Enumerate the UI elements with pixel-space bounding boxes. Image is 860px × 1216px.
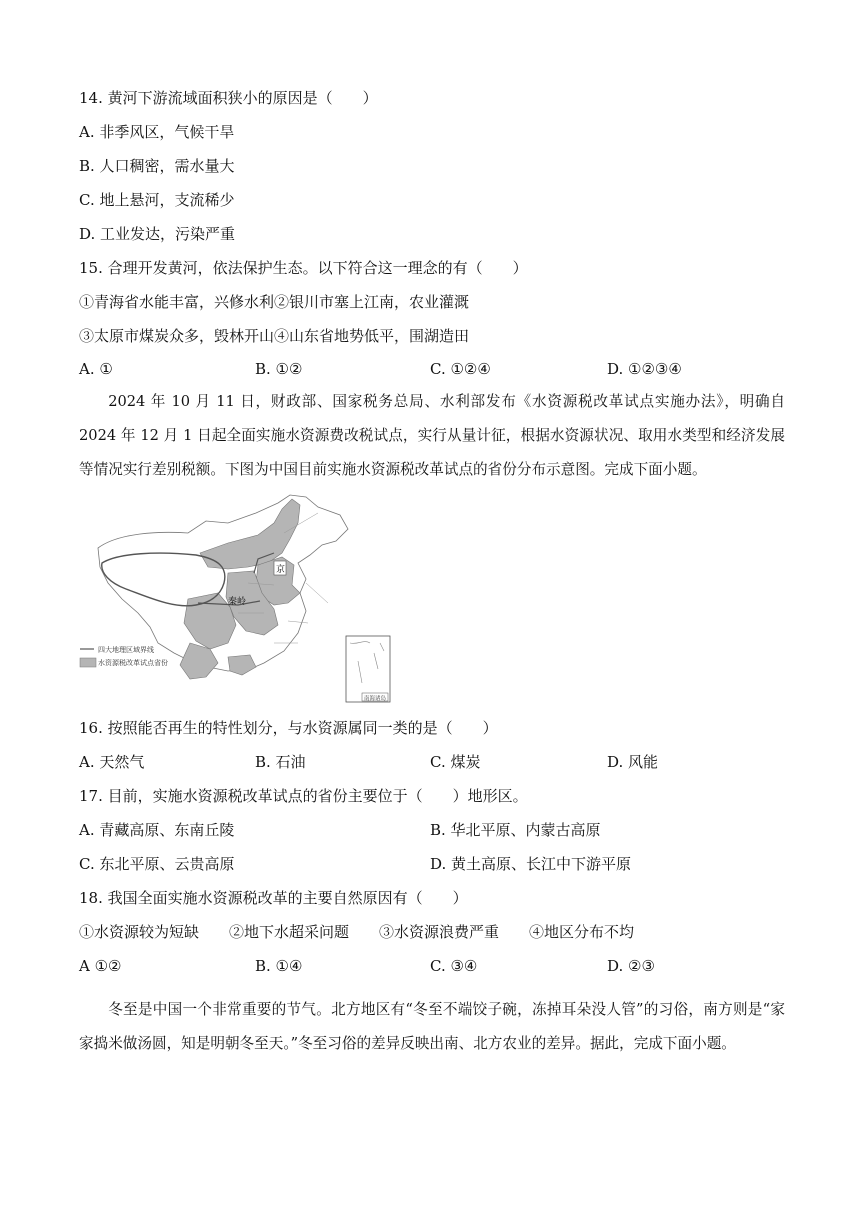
qinling-label: 秦岭	[228, 597, 247, 607]
q16-option-a: A. 天然气	[79, 753, 145, 771]
q15-stem: 15. 合理开发黄河，依法保护生态。以下符合这一理念的有（ ）	[79, 259, 528, 277]
q18-option-d: D. ②③	[607, 957, 655, 975]
legend-fill-text: 水资源税改革试点省份	[98, 659, 168, 667]
pilot-inner-mongolia	[200, 499, 300, 569]
q18-statements: ①水资源较为短缺 ②地下水超采问题 ③水资源浪费严重 ④地区分布不均	[79, 923, 635, 941]
q14-option-a: A. 非季风区，气候干旱	[79, 123, 235, 141]
q14-stem: 14. 黄河下游流域面积狭小的原因是（ ）	[79, 89, 378, 107]
q18-option-c: C. ③④	[430, 957, 478, 975]
q18-option-a: A ①②	[79, 957, 122, 975]
south-china-sea-inset	[346, 636, 390, 702]
q17-option-b: B. 华北平原、内蒙古高原	[430, 821, 601, 839]
inset-label: 南海诸岛	[364, 696, 387, 702]
q17-stem: 17. 目前，实施水资源税改革试点的省份主要位于（ ）地形区。	[79, 787, 528, 805]
pilot-guangxi	[228, 655, 256, 675]
passage-water-tax	[79, 385, 785, 487]
q16-option-d: D. 风能	[607, 753, 659, 771]
q14-option-d: D. 工业发达，污染严重	[79, 225, 236, 243]
legend-line-text: 四大地理区域界线	[98, 646, 154, 654]
q17-option-d: D. 黄土高原、长江中下游平原	[430, 855, 632, 873]
q17-option-c: C. 东北平原、云贵高原	[79, 855, 235, 873]
q16-stem: 16. 按照能否再生的特性划分，与水资源属同一类的是（ ）	[79, 719, 498, 737]
q15-statement-line1: ①青海省水能丰富，兴修水利②银川市塞上江南，农业灌溉	[79, 293, 470, 311]
q15-statement-line2: ③太原市煤炭众多，毁林开山④山东省地势低平，围湖造田	[79, 327, 470, 345]
passage-water-tax-text: 2024 年 10 月 11 日，财政部、国家税务总局、水利部发布《水资源税改革试点实施办法》，明确自 2024 年 12 月 1 日起全面实施水资源费改税试点，实行从量计征，根据水资源状况、取用水类型和经济发展等情况实行差别税额。下图为中国目前实施水资源税改革试点的省份分布示意图。完成下面小题。	[79, 393, 785, 478]
q18-option-b: B. ①④	[255, 957, 303, 975]
q15-option-d: D. ①②③④	[607, 360, 682, 378]
q16-option-b: B. 石油	[255, 753, 306, 771]
beijing-label: 京	[276, 565, 286, 575]
q16-option-c: C. 煤炭	[430, 753, 481, 771]
q14-option-b: B. 人口稠密，需水量大	[79, 157, 235, 175]
q17-option-a: A. 青藏高原、东南丘陵	[79, 821, 235, 839]
q14-option-c: C. 地上悬河，支流稀少	[79, 191, 235, 209]
q15-option-c: C. ①②④	[430, 360, 491, 378]
q18-stem: 18. 我国全面实施水资源税改革的主要自然原因有（ ）	[79, 889, 468, 907]
china-map-figure	[78, 493, 392, 703]
legend-fill-symbol	[80, 658, 96, 667]
passage-winter-solstice-text: 冬至是中国一个非常重要的节气。北方地区有“冬至不端饺子碗，冻掉耳朵没人管”的习俗，南方则是“家家捣米做汤圆，知是明朝冬至天。”冬至习俗的差异反映出南、北方农业的差异。据此，完成下面小题。	[79, 1001, 785, 1052]
passage-winter-solstice	[79, 993, 785, 1061]
q15-option-a: A. ①	[79, 360, 113, 378]
q15-option-b: B. ①②	[255, 360, 303, 378]
